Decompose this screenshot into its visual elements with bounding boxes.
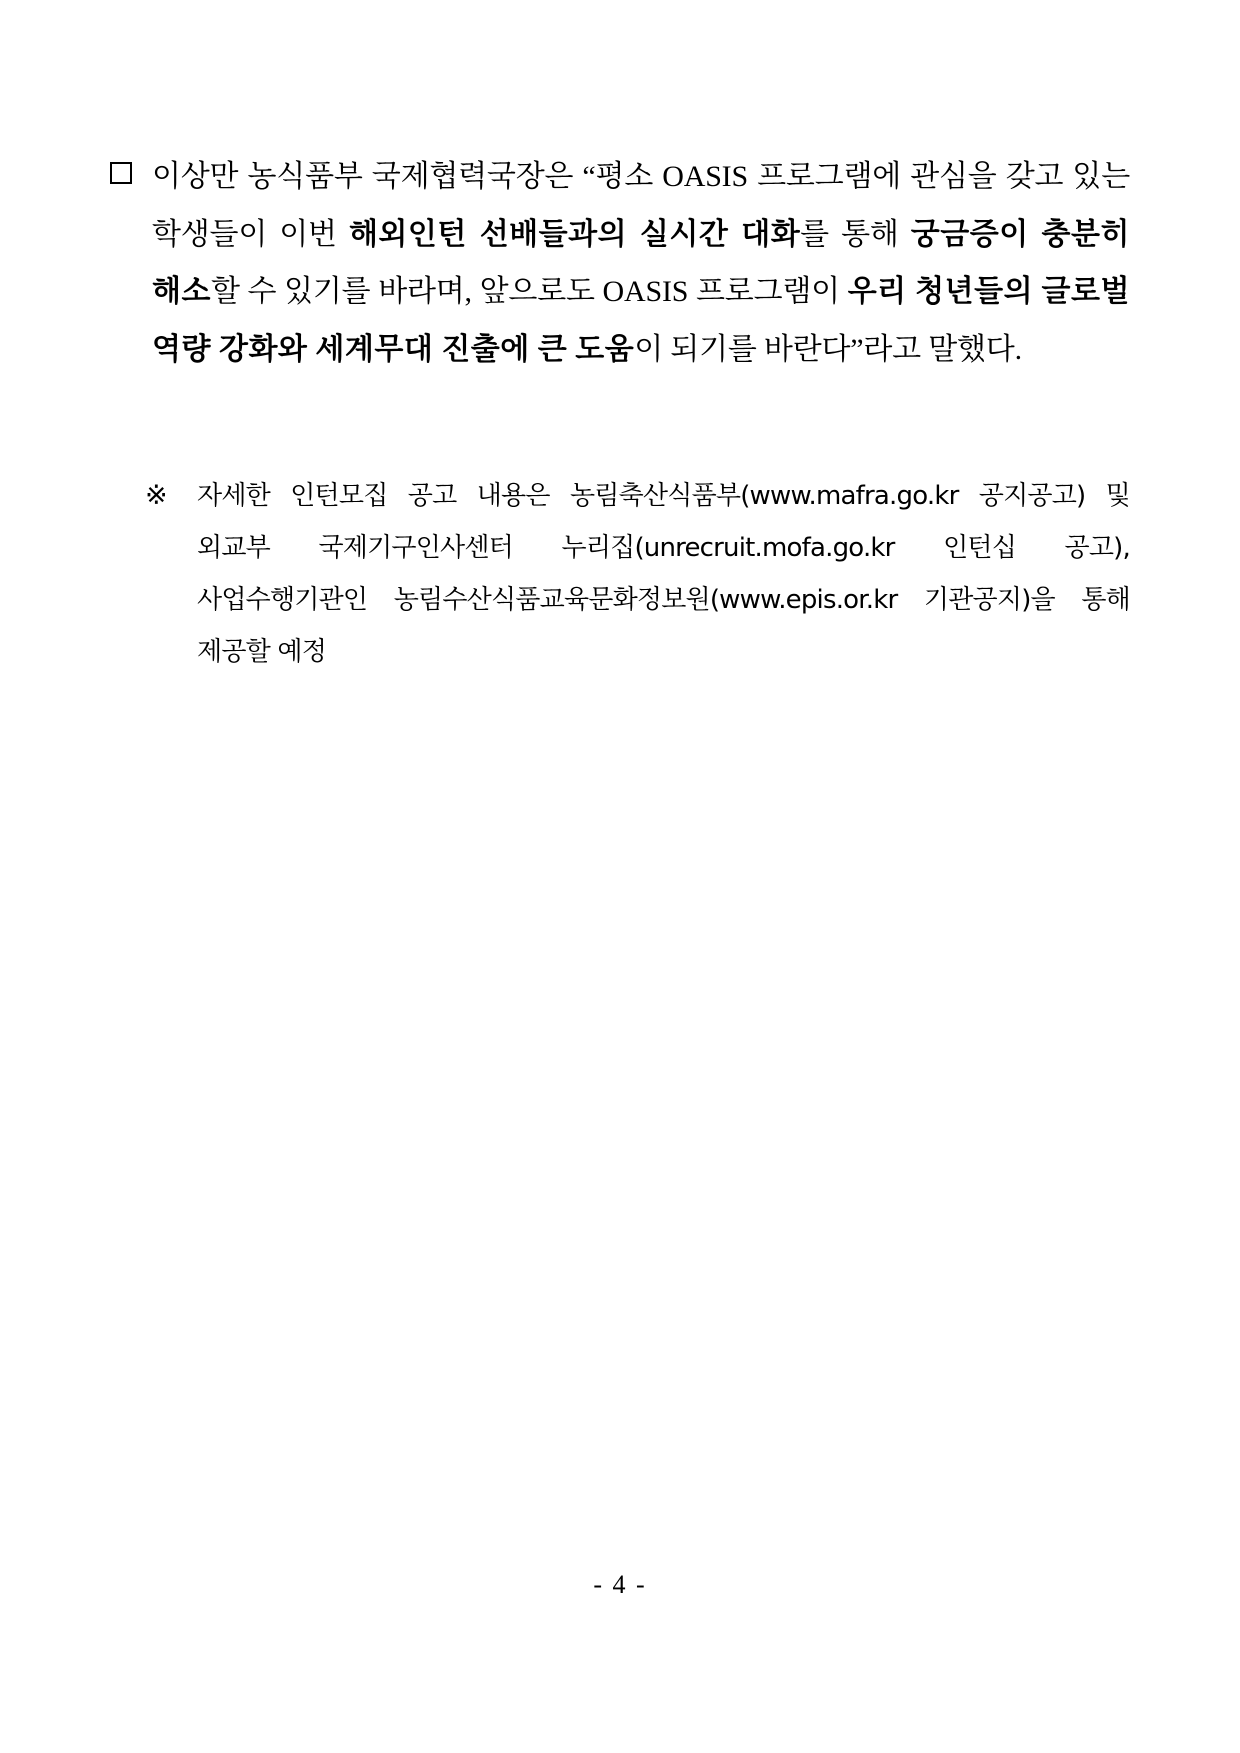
square-bullet-icon — [110, 162, 132, 184]
page-number: - 4 - — [593, 1570, 647, 1599]
quote-segment-3: 를 통해 — [800, 217, 911, 251]
note-paragraph: 자세한 인턴모집 공고 내용은 농림축산식품부(www.mafra.go.kr 공지공고) 및 외교부 국제기구인사센터 누리집(unrecruit.mofa.go.kr 인턴십 공고), 사업수행기관인 농림수산식품교육문화정보원(www.epis.or.kr 기관공지)을 통해 제공할 예정 — [197, 481, 1130, 667]
quote-segment-2-bold: 해외인턴 선배들과의 실시간 대화 — [348, 217, 801, 251]
quote-segment-5: 할 수 있기를 바라며, 앞으로도 OASIS 프로그램이 — [210, 275, 848, 309]
quote-segment-4-bold: 궁금증이 충분히 해소 — [152, 217, 1130, 309]
quote-segment-6-bold: 우리 청년들의 글로벌 역량 강화와 세계무대 진출에 큰 도움 — [152, 275, 1130, 366]
quote-segment-7: 이 되기를 바란다”라고 말했다. — [634, 332, 1022, 366]
quote-paragraph — [110, 148, 1130, 378]
quote-segment-1: 이상만 농식품부 국제협력국장은 “평소 OASIS 프로그램에 관심을 갖고 있는 학생들이 이번 — [152, 160, 1130, 251]
quote-paragraph-block — [110, 148, 1130, 378]
note-block — [145, 470, 1130, 678]
reference-mark-icon: ※ — [145, 480, 168, 511]
